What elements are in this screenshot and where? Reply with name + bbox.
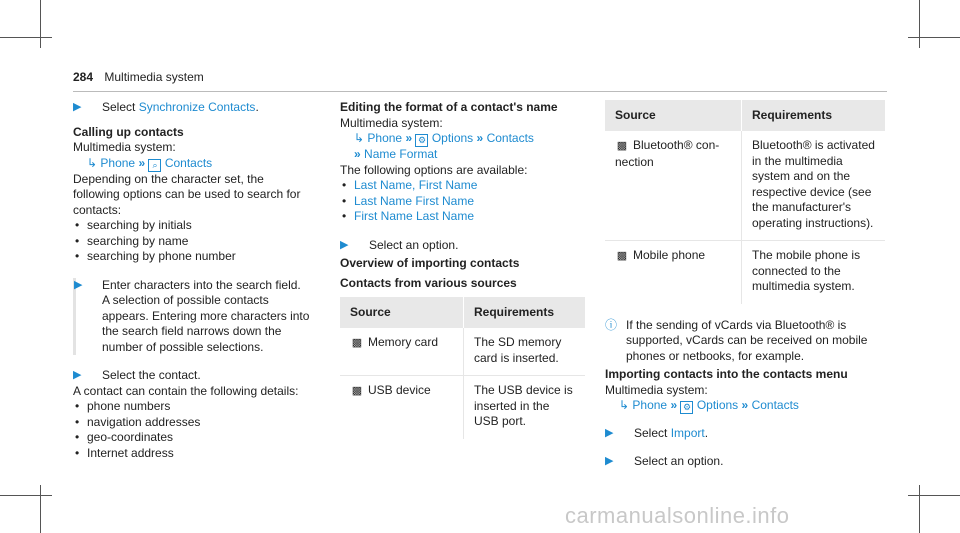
table-header-source: Source (605, 100, 742, 131)
nav-phone[interactable]: Phone (100, 155, 136, 170)
multimedia-label: Multimedia system: (73, 140, 176, 154)
gear-icon: ⚙ (680, 401, 693, 414)
forward-icon: » (741, 398, 749, 412)
forward-icon: » (670, 398, 678, 412)
multimedia-label: Multimedia system: (340, 115, 443, 130)
page-number: 284 (73, 70, 94, 84)
crop-mark (0, 37, 52, 38)
forward-icon: » (476, 131, 484, 145)
list-item: • phone numbers (75, 399, 171, 413)
table-header-requirements: Requirements (464, 297, 586, 328)
table-row (605, 241, 885, 304)
import-title: Importing contacts into the contacts menu (605, 367, 848, 381)
gear-icon: ⚙ (415, 134, 428, 147)
bluetooth-icon: ▩ (616, 140, 628, 152)
options-intro: The following options are available: (340, 162, 528, 177)
step-enter-block (73, 278, 313, 356)
nav-path (73, 156, 313, 172)
sources-table-cont (605, 100, 885, 304)
list-item: • searching by phone number (75, 249, 236, 263)
table-cell-source: ▩ USB device (340, 376, 464, 439)
list-item: • searching by name (75, 233, 189, 248)
memory-card-icon: ▩ (351, 337, 363, 349)
nav-name-format[interactable]: Name Format (364, 147, 438, 161)
nav-options[interactable]: Options (431, 131, 474, 145)
list-item: • Internet address (75, 445, 174, 460)
format-title: Editing the format of a contact's name (340, 100, 558, 114)
import-link[interactable]: Import (670, 426, 705, 440)
table-cell-requirement: Bluetooth® is activated in the multimedia system and on the respective device (see the manufacturer's operating instructions). (742, 131, 886, 241)
search-icon: ⌕ (148, 159, 161, 172)
usb-icon: ▩ (351, 385, 363, 397)
sources-table (340, 297, 585, 439)
watermark: carmanualsonline.info (565, 503, 790, 528)
option-last-comma-first[interactable]: Last Name, First Name (354, 178, 478, 192)
synchronize-contacts-link[interactable]: Synchronize Contacts (138, 100, 256, 114)
step-arrow-icon: ▶ (73, 101, 82, 113)
nav-phone[interactable]: Phone (632, 398, 668, 412)
table-cell-source: ▩ Memory card (340, 328, 464, 376)
column-middle (340, 100, 585, 439)
step-import: ▶ Select Import. (605, 426, 709, 440)
crop-mark (40, 0, 41, 48)
table-row (340, 376, 585, 439)
step-text: Select (102, 100, 136, 114)
forward-icon: » (405, 131, 413, 145)
step-arrow-icon: ▶ (74, 278, 83, 291)
table-header-row (605, 100, 885, 131)
table-row (340, 328, 585, 376)
overview-title: Overview of importing contacts (340, 256, 520, 270)
list-item: • First Name Last Name (342, 209, 475, 223)
step-enter-detail: A selection of possible contacts appears. Entering more characters into the search field narrows down the number of possible selections. (102, 293, 310, 354)
step-select-option: ▶ Select an option. (605, 453, 724, 468)
search-intro: Depending on the character set, the following options can be used to search for contacts: (73, 171, 301, 217)
nav-path (605, 398, 885, 414)
nav-path-cont (340, 147, 585, 163)
table-cell-source: ▩ Bluetooth® con- nection (605, 131, 742, 241)
page-header (73, 70, 204, 84)
nav-options[interactable]: Options (696, 398, 739, 412)
table-cell-requirement: The USB device is inserted in the USB port. (464, 376, 586, 439)
table-cell-source: ▩ Mobile phone (605, 241, 742, 304)
step-arrow-icon: ▶ (605, 454, 614, 467)
table-cell-requirement: The mobile phone is connected to the multimedia system. (742, 241, 886, 304)
multimedia-label: Multimedia system: (605, 382, 708, 397)
section-title: Multimedia system (104, 70, 204, 84)
table-header-row (340, 297, 585, 328)
list-item: • Last Name First Name (342, 193, 475, 208)
step-select-contact: ▶ Select the contact. (73, 368, 201, 382)
column-left (73, 100, 313, 461)
details-intro: A contact can contain the following details: (73, 383, 299, 398)
return-arrow-icon: ↳ (87, 155, 98, 170)
table-header-requirements: Requirements (742, 100, 886, 131)
nav-phone[interactable]: Phone (367, 131, 403, 145)
column-right (605, 100, 885, 469)
header-rule (73, 91, 887, 92)
step-arrow-icon: ▶ (340, 238, 349, 251)
list-item: • geo-coordinates (75, 430, 174, 444)
table-row (605, 131, 885, 241)
forward-icon: » (354, 147, 361, 161)
nav-contacts[interactable]: Contacts (164, 155, 213, 170)
return-arrow-icon: ↳ (619, 398, 630, 412)
crop-mark (919, 0, 920, 48)
step-enter: Enter characters into the search field. (102, 277, 301, 292)
step-select-option: ▶ Select an option. (340, 237, 459, 252)
mobile-phone-icon: ▩ (616, 250, 628, 262)
calling-title: Calling up contacts (73, 124, 184, 139)
list-item: • Last Name, First Name (342, 178, 478, 192)
crop-mark (919, 485, 920, 533)
table-cell-requirement: The SD memory card is inserted. (464, 328, 586, 376)
step-arrow-icon: ▶ (605, 427, 614, 439)
crop-mark (908, 495, 960, 496)
crop-mark (0, 495, 52, 496)
table-header-source: Source (340, 297, 464, 328)
sources-title: Contacts from various sources (340, 275, 517, 290)
nav-contacts[interactable]: Contacts (751, 398, 799, 412)
list-item: • searching by initials (75, 218, 192, 232)
nav-path (340, 131, 585, 147)
note: ⓘ If the sending of vCards via Bluetooth® is supported, vCards can be received on mobile phones or netbooks, for example. (605, 317, 868, 363)
nav-contacts[interactable]: Contacts (486, 131, 534, 145)
crop-mark (908, 37, 960, 38)
info-icon: ⓘ (605, 317, 618, 332)
step-synchronize: ▶ Select Synchronize Contacts. (73, 100, 259, 114)
list-item: • navigation addresses (75, 414, 201, 429)
step-arrow-icon: ▶ (73, 369, 82, 381)
option-first-last[interactable]: First Name Last Name (354, 209, 475, 223)
crop-mark (40, 485, 41, 533)
return-arrow-icon: ↳ (354, 131, 365, 145)
forward-icon: » (138, 155, 146, 170)
option-last-first[interactable]: Last Name First Name (354, 193, 475, 208)
